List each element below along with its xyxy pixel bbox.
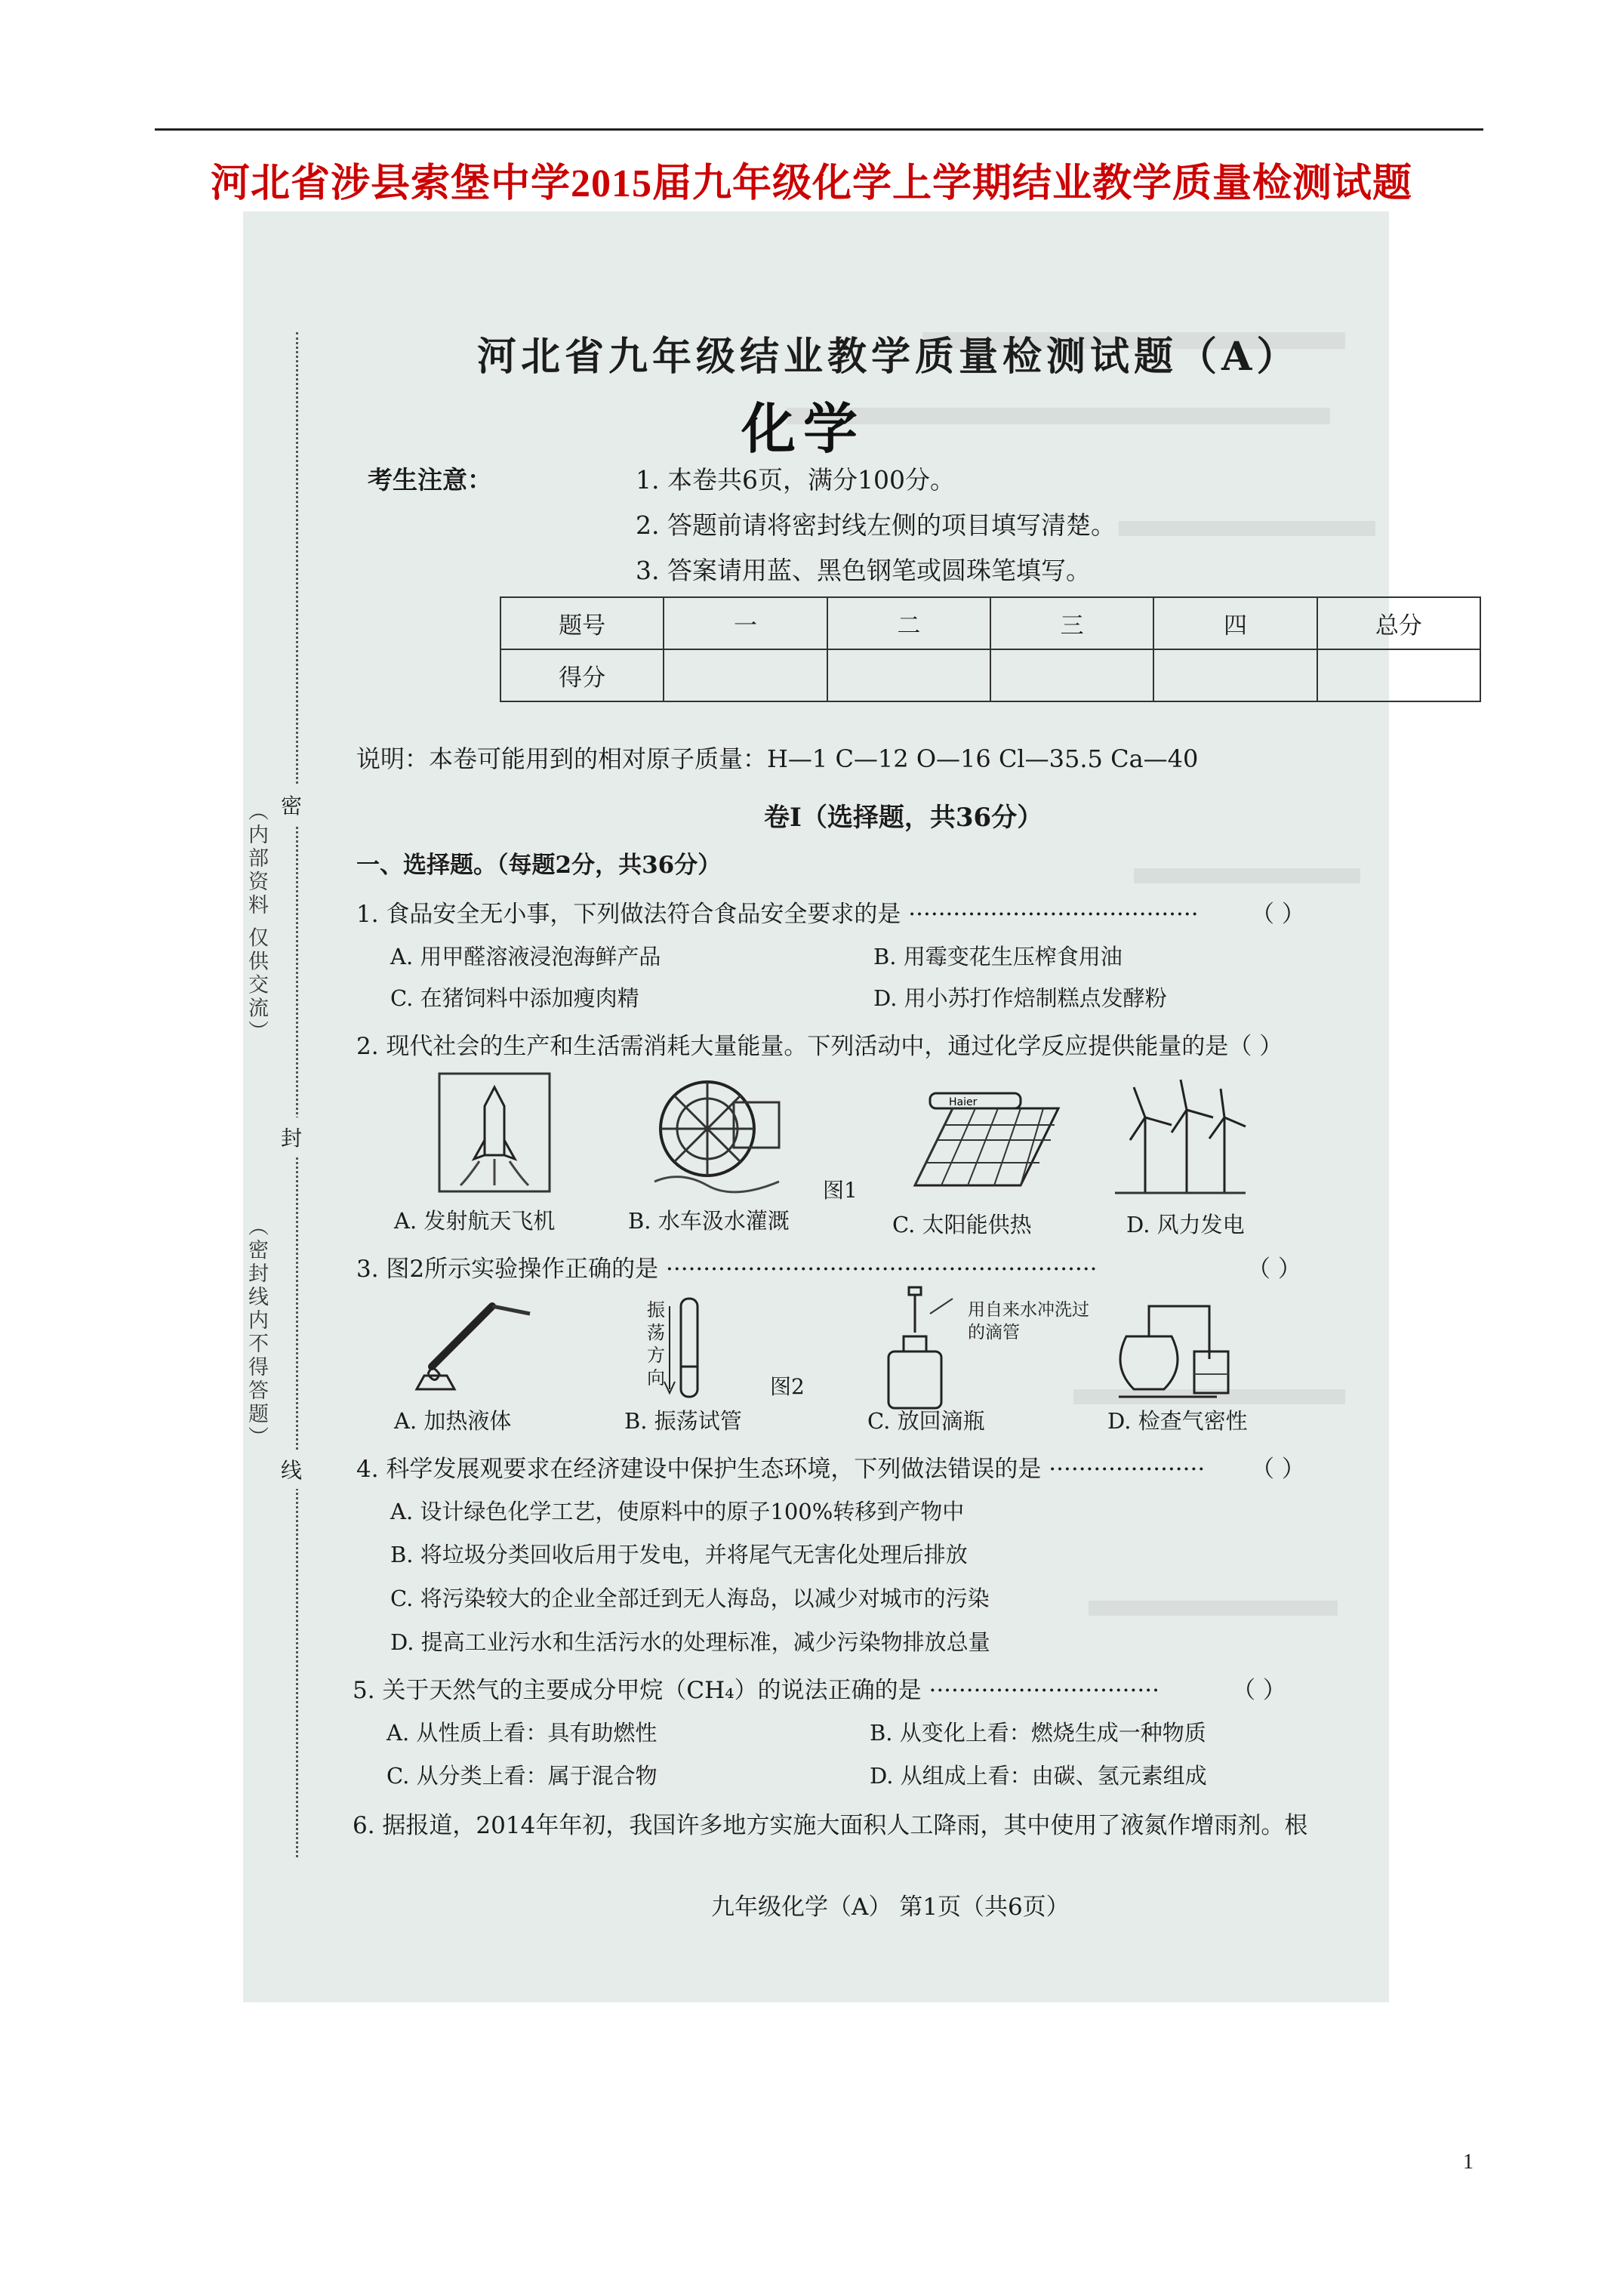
score-cell: 一 [664,597,827,649]
bleed-through [1119,521,1375,536]
question-4-option-a: A. 设计绿色化学工艺，使原料中的原子100%转移到产物中 [390,1499,965,1524]
notice-item: 1. 本卷共6页，满分100分。 [636,465,955,495]
score-blank-cell [990,649,1153,701]
paper-subject: 化学 [741,396,866,461]
score-cell: 题号 [500,597,664,649]
question-2-option-d: D. 风力发电 [1126,1212,1245,1237]
question-3-option-b: B. 振荡试管 [624,1408,742,1434]
airtightness-check-icon [1104,1284,1240,1404]
bleed-through [1134,868,1360,883]
solar-heater-icon [907,1087,1066,1200]
space-shuttle-icon [438,1072,551,1193]
score-cell: 总分 [1317,597,1480,649]
question-6-stem: 6. 据报道，2014年年初，我国许多地方实施大面积人工降雨，其中使用了液氮作增雨剂。根 [353,1812,1308,1839]
binding-word-feng: 封 [281,1117,302,1157]
notice-item: 2. 答题前请将密封线左侧的项目填写清楚。 [636,510,1116,540]
answer-paren: （ ） [1251,1456,1305,1483]
question-3-option-c: C. 放回滴瓶 [867,1408,985,1434]
question-2-option-b: B. 水车汲水灌溉 [628,1208,790,1234]
question-1-option-c: C. 在猪饲料中添加瘦肉精 [390,985,639,1011]
question-5-option-c: C. 从分类上看：属于混合物 [387,1763,658,1789]
binding-word-xian: 线 [281,1450,302,1489]
question-4-option-d: D. 提高工业污水和生活污水的处理标准，减少污染物排放总量 [390,1629,990,1655]
top-rule [155,128,1483,131]
binding-note-no-answer: （密封线内不得答题） [245,1216,268,1450]
paper-title: 河北省九年级结业教学质量检测试题（A） [477,334,1301,380]
score-blank-cell [1317,649,1480,701]
heating-liquid-icon [402,1291,537,1397]
question-1-option-a: A. 用甲醛溶液浸泡海鲜产品 [390,944,661,969]
section-title: 一、选择题。（每题2分，共36分） [356,852,722,879]
atomic-mass-note: 说明：本卷可能用到的相对原子质量：H—1 C—12 O—16 Cl—35.5 Ca—40 [356,744,1199,773]
question-3-option-a: A. 加热液体 [394,1408,512,1434]
page-number: 1 [1463,2150,1474,2174]
notice-label: 考生注意： [368,465,492,495]
volume-title: 卷Ⅰ（选择题，共36分） [764,803,1043,833]
dropper-note: 用自来水冲洗过的滴管 [968,1300,1089,1342]
question-2-stem: 2. 现代社会的生产和生活需消耗大量能量。下列活动中，通过化学反应提供能量的是（ ） [356,1033,1283,1060]
wind-turbine-icon [1111,1072,1247,1200]
score-blank-cell [1153,649,1317,701]
question-2-option-a: A. 发射航天飞机 [394,1208,556,1234]
question-3-option-d: D. 检查气密性 [1107,1408,1248,1434]
score-cell: 二 [827,597,990,649]
answer-paren: （ ） [1251,901,1305,928]
question-4-option-c: C. 将污染较大的企业全部迁到无人海岛，以减少对城市的污染 [390,1586,990,1611]
question-4-option-b: B. 将垃圾分类回收后用于发电，并将尾气无害化处理后排放 [390,1542,968,1567]
score-cell: 得分 [500,649,664,701]
figure-2-caption: 图2 [770,1374,805,1399]
waterwheel-icon [651,1072,787,1193]
binding-note-internal: （内部资料 仅供交流） [245,800,268,1044]
score-table [500,596,1481,702]
answer-paren: （ ） [1247,1256,1301,1283]
dropper-bottle-icon [877,1284,968,1412]
question-2-option-c: C. 太阳能供热 [892,1212,1032,1237]
question-5-option-b: B. 从变化上看：燃烧生成一种物质 [870,1720,1206,1746]
exam-photo [243,211,1422,2002]
question-5-option-d: D. 从组成上看：由碳、氢元素组成 [870,1763,1207,1789]
haier-label: Haier [949,1096,978,1108]
figure-1-caption: 图1 [823,1178,858,1203]
score-blank-cell [827,649,990,701]
score-cell: 三 [990,597,1153,649]
score-table-header-row [500,597,1480,649]
bleed-through [1089,1601,1338,1616]
binding-word-mi: 密 [281,785,302,824]
question-5-stem: 5. 关于天然气的主要成分甲烷（CH₄）的说法正确的是 ······························· [353,1677,1160,1704]
answer-paren: （ ） [1232,1677,1286,1704]
question-1-option-b: B. 用霉变花生压榨食用油 [873,944,1123,969]
document-title: 河北省涉县索堡中学2015届九年级化学上学期结业教学质量检测试题 [210,162,1412,205]
shake-direction-label: 振荡方向 [647,1299,665,1388]
question-5-option-a: A. 从性质上看：具有助燃性 [387,1720,658,1746]
notice-item: 3. 答案请用蓝、黑色钢笔或圆珠笔填写。 [636,556,1091,585]
question-4-stem: 4. 科学发展观要求在经济建设中保护生态环境，下列做法错误的是 ····················· [356,1456,1206,1483]
binding-line [296,332,298,1857]
bleed-through [787,408,1330,424]
question-3-stem: 3. 图2所示实验操作正确的是 ·························································· [356,1256,1098,1283]
score-cell: 四 [1153,597,1317,649]
paper-footer: 九年级化学（A） 第1页（共6页） [711,1894,1070,1921]
question-1-stem: 1. 食品安全无小事，下列做法符合食品安全要求的是 ······································· [356,901,1199,928]
question-1-option-d: D. 用小苏打作焙制糕点发酵粉 [873,985,1167,1011]
score-blank-cell [664,649,827,701]
score-table-score-row [500,649,1480,701]
